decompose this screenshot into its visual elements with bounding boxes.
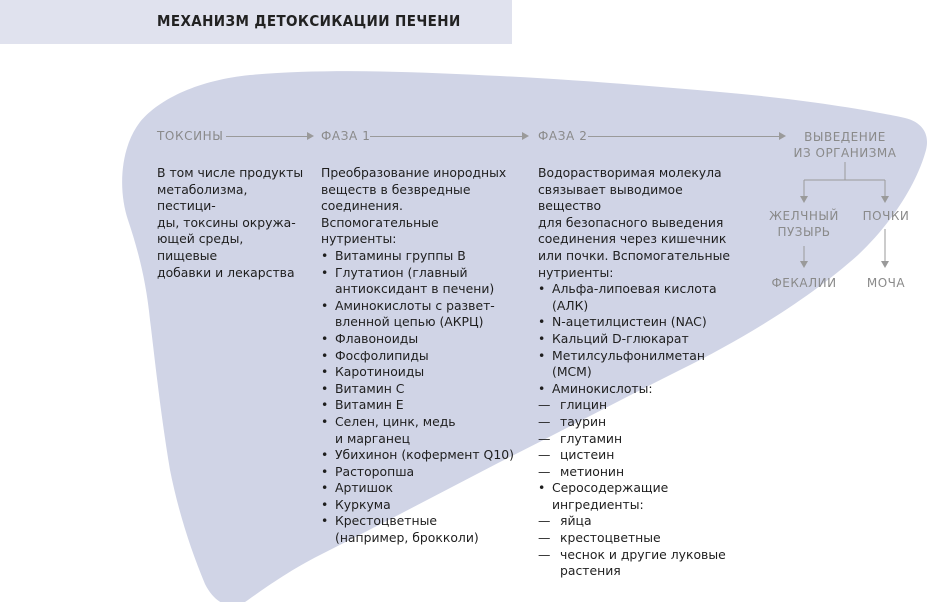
amino-acid-item bbox=[538, 464, 748, 481]
phase2-nutrient-item bbox=[538, 281, 748, 314]
phase2-intro bbox=[538, 165, 748, 281]
phase1-nutrient-item-text: • Фосфолипиды bbox=[335, 347, 429, 363]
stage-excretion-line1: ВЫВЕДЕНИЕ bbox=[804, 130, 886, 144]
amino-acid-item-text: — глицин bbox=[560, 397, 608, 413]
phase1-nutrient-item bbox=[321, 447, 521, 464]
phase1-nutrient-item bbox=[321, 265, 521, 298]
phase1-nutrient-item-text: вленной цепью (АКРЦ) bbox=[335, 314, 484, 330]
sulfur-item bbox=[538, 513, 748, 530]
phase2-nutrient-item-text: (АЛК) bbox=[552, 297, 589, 313]
phase1-nutrient-item-text: • Крестоцветные bbox=[335, 513, 437, 529]
phase2-nutrient-item-text: • Альфа-липоевая кислота bbox=[552, 281, 717, 297]
phase2-nutrient-item bbox=[538, 314, 748, 331]
phase2-nutrient-item-text: • N-ацетилцистеин (NAC) bbox=[552, 314, 707, 330]
sulfur-item-text: — крестоцветные bbox=[560, 530, 661, 546]
phase1-intro-line: Преобразование инородных bbox=[321, 165, 507, 180]
phase2-nutrient-item-text: (MCM) bbox=[552, 364, 592, 380]
phase1-nutrient-item-text: • Витамин Е bbox=[335, 397, 404, 413]
phase2-nutrient-item bbox=[538, 348, 748, 381]
sulfur-group-label-text: ингредиенты: bbox=[552, 496, 644, 512]
phase1-nutrient-item bbox=[321, 464, 521, 481]
toxins-description bbox=[157, 165, 307, 281]
phase1-nutrient-item bbox=[321, 348, 521, 365]
phase2-nutrient-list bbox=[538, 281, 748, 397]
phase1-nutrient-item bbox=[321, 248, 521, 265]
phase1-nutrient-item-text: и марганец bbox=[335, 430, 411, 446]
phase1-nutrient-item-text: • Куркума bbox=[335, 496, 391, 512]
sulfur-item-list bbox=[538, 513, 748, 579]
amino-acid-item bbox=[538, 431, 748, 448]
phase1-nutrient-item bbox=[321, 397, 521, 414]
phase1-nutrient-item bbox=[321, 381, 521, 398]
phase2-intro-line: Водорастворимая молекула bbox=[538, 165, 722, 180]
phase1-intro bbox=[321, 165, 521, 248]
gallbladder-line2: ПУЗЫРЬ bbox=[777, 225, 831, 239]
sulfur-group-label bbox=[538, 480, 748, 513]
phase1-nutrient-item bbox=[321, 480, 521, 497]
phase1-intro-line: соединения. Вспомогательные bbox=[321, 198, 439, 230]
phase1-nutrient-item bbox=[321, 364, 521, 381]
phase1-nutrient-item-text: антиоксидант в печени) bbox=[335, 281, 495, 297]
phase1-nutrient-list bbox=[321, 248, 521, 547]
phase1-nutrient-item-text: • Аминокислоты с развет- bbox=[335, 297, 495, 313]
toxins-text-line: В том числе продукты bbox=[157, 165, 304, 180]
gallbladder-label bbox=[760, 208, 848, 240]
phase2-nutrient-item bbox=[538, 331, 748, 348]
phase1-nutrient-item bbox=[321, 298, 521, 331]
amino-acid-item bbox=[538, 397, 748, 414]
stage-toxins: ТОКСИНЫ bbox=[157, 129, 224, 143]
amino-acid-item-text: — таурин bbox=[560, 413, 607, 429]
phase2-intro-line: нутриенты: bbox=[538, 264, 614, 280]
toxins-text-line: метаболизма, пестици- bbox=[157, 181, 248, 214]
feces-label: ФЕКАЛИИ bbox=[771, 276, 837, 290]
stage-excretion-line2: ИЗ ОРГАНИЗМА bbox=[793, 146, 897, 160]
phase1-nutrient-item-text: • Витамин С bbox=[335, 380, 405, 396]
phase2-nutrient-item-text: • Кальций D-глюкарат bbox=[552, 330, 689, 346]
phase1-nutrient-item-text: • Каротиноиды bbox=[335, 364, 425, 380]
stage-phase2: ФАЗА 2 bbox=[538, 129, 588, 143]
phase1-nutrient-item bbox=[321, 331, 521, 348]
sulfur-item bbox=[538, 530, 748, 547]
phase1-nutrient-item-text: • Артишок bbox=[335, 480, 394, 496]
amino-acid-item bbox=[538, 447, 748, 464]
phase2-intro-line: связывает выводимое вещество bbox=[538, 181, 683, 214]
urine-label: МОЧА bbox=[866, 276, 906, 290]
sulfur-item bbox=[538, 547, 748, 580]
phase2-nutrient-item bbox=[538, 381, 748, 398]
phase1-nutrient-item-text: • Убихинон (кофермент Q10) bbox=[335, 447, 514, 463]
gallbladder-line1: ЖЕЛЧНЫЙ bbox=[769, 209, 839, 223]
phase1-nutrient-item bbox=[321, 414, 521, 447]
phase2-nutrient-item-text: • Аминокислоты: bbox=[552, 380, 653, 396]
page-title: МЕХАНИЗМ ДЕТОКСИКАЦИИ ПЕЧЕНИ bbox=[157, 12, 461, 30]
phase1-nutrient-item-text: (например, брокколи) bbox=[335, 530, 479, 546]
phase1-intro-line: веществ в безвредные bbox=[321, 181, 471, 197]
phase2-column bbox=[538, 165, 748, 580]
phase1-column bbox=[321, 165, 521, 547]
amino-acid-item-text: — цистеин bbox=[560, 447, 615, 463]
sulfur-item-text: — яйца bbox=[560, 513, 592, 529]
phase1-nutrient-item bbox=[321, 513, 521, 546]
sulfur-group-label-text: • Серосодержащие bbox=[552, 480, 669, 496]
phase1-intro-line: нутриенты: bbox=[321, 231, 397, 247]
amino-acid-item-text: — метионин bbox=[560, 463, 625, 479]
amino-acid-item-text: — глутамин bbox=[560, 430, 623, 446]
sulfur-group bbox=[538, 480, 748, 513]
kidneys-label: ПОЧКИ bbox=[862, 209, 910, 223]
toxins-text-line: ды, токсины окружа- bbox=[157, 214, 296, 230]
phase1-nutrient-item-text: • Глутатион (главный bbox=[335, 264, 468, 280]
phase1-nutrient-item-text: • Селен, цинк, медь bbox=[335, 413, 456, 429]
toxins-text-line: ющей среды, пищевые bbox=[157, 231, 244, 263]
phase2-intro-line: соединения через кишечник bbox=[538, 231, 727, 247]
amino-acid-item bbox=[538, 414, 748, 431]
phase1-nutrient-item-text: • Расторопша bbox=[335, 463, 415, 479]
phase2-intro-line: для безопасного выведения bbox=[538, 214, 724, 230]
sulfur-item-text: — чеснок и другие луковые bbox=[560, 546, 726, 562]
phase1-nutrient-item-text: • Витамины группы В bbox=[335, 247, 466, 263]
phase1-nutrient-item-text: • Флавоноиды bbox=[335, 330, 419, 346]
toxins-text-line: добавки и лекарства bbox=[157, 264, 295, 280]
amino-acid-list bbox=[538, 397, 748, 480]
phase2-intro-line: или почки. Вспомогательные bbox=[538, 247, 730, 263]
sulfur-item-text: растения bbox=[560, 563, 621, 579]
stage-phase1: ФАЗА 1 bbox=[321, 129, 371, 143]
phase1-nutrient-item bbox=[321, 497, 521, 514]
phase2-nutrient-item-text: • Метилсульфонилметан bbox=[552, 347, 706, 363]
